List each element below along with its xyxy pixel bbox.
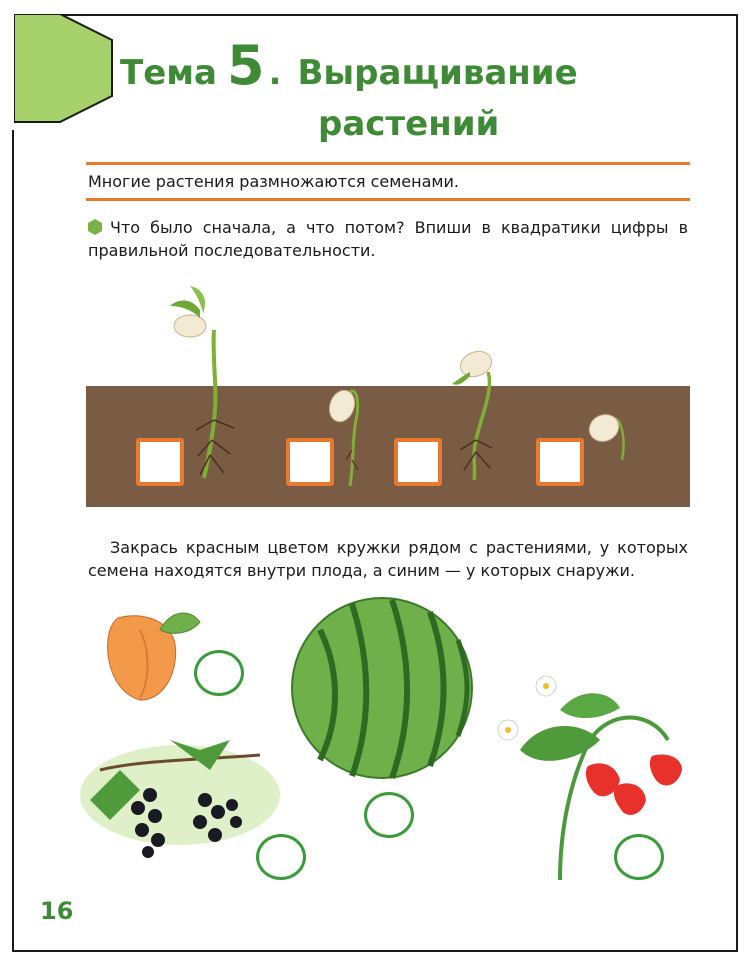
intro-text: Многие растения размножаются семенами. [88, 172, 459, 191]
bean-seed-small [585, 410, 624, 460]
title-word: Тема [120, 53, 217, 93]
bean-seedling-tall [170, 286, 234, 478]
answer-circle-strawberry[interactable] [614, 834, 664, 880]
watermelon [292, 598, 472, 778]
title-subtitle-line2: растений [318, 104, 500, 144]
answer-circle-watermelon[interactable] [364, 792, 414, 838]
bean-seed-sprouting [325, 387, 358, 486]
answer-circle-peach[interactable] [194, 650, 244, 696]
blackcurrant [80, 740, 280, 858]
peach [108, 613, 200, 700]
title-subtitle-line1: Выращивание [297, 53, 578, 93]
bean-seedling-medium [452, 347, 495, 480]
answer-circle-blackcurrant[interactable] [256, 834, 306, 880]
title-number: 5 [227, 34, 265, 97]
task1-instruction: Что было сначала, а что потом? Впиши в квадратики цифры в правильной последовательности. [88, 218, 688, 260]
page-number: 16 [40, 897, 74, 925]
task2-instruction: Закрась красным цветом кружки рядом с растениями, у которых семена находятся внутри плода, а синим — у которых снаружи. [88, 538, 688, 580]
title-dot: . [268, 53, 282, 93]
